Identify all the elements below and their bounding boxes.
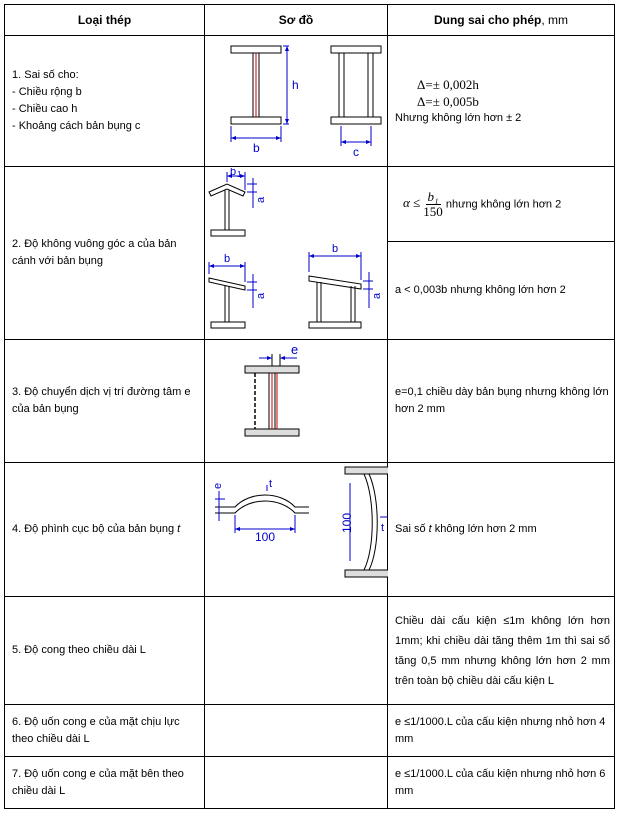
row7-tolerance-cell: e ≤1/1000.L của cấu kiện nhưng nhỏ hơn 6 mm bbox=[388, 757, 615, 809]
row1-diagram bbox=[205, 36, 388, 166]
row1-line: - Chiều cao h bbox=[12, 103, 78, 115]
table-row bbox=[5, 463, 615, 597]
row1-line: 1. Sai số cho: bbox=[12, 69, 79, 81]
header-steel-type: Loại thép bbox=[5, 5, 205, 36]
row5-diagram-cell bbox=[205, 597, 388, 705]
row2-text: 2. Độ không vuông góc a của bản cánh với bản bụng bbox=[12, 238, 177, 267]
label-b-right: b bbox=[332, 243, 339, 255]
row1-tol-limit: Nhưng không lớn hơn ± 2 bbox=[395, 111, 522, 124]
label-b: b bbox=[253, 141, 260, 155]
table-row bbox=[5, 757, 615, 809]
table-row bbox=[5, 36, 615, 167]
row1-type-cell bbox=[5, 36, 205, 167]
row3-type-cell bbox=[5, 340, 205, 463]
row2-tolerance-cell-a bbox=[388, 167, 615, 242]
row2-tol-limit: nhưng không lớn hơn 2 bbox=[445, 197, 562, 210]
row5-type-cell: 5. Độ cong theo chiều dài L bbox=[5, 597, 205, 705]
label-t: t bbox=[269, 478, 273, 490]
row3-diagram bbox=[205, 340, 388, 462]
row3-tolerance-cell: e=0,1 chiều dày bản bụng nhưng không lớn hơn 2 mm bbox=[388, 340, 615, 463]
header-tolerance-label: Dung sai cho phép bbox=[433, 13, 542, 27]
header-tolerance-unit: , mm bbox=[541, 13, 568, 27]
header-tolerance bbox=[388, 5, 615, 36]
row4-var: t bbox=[177, 523, 181, 535]
row1-tol-height: Δ=± 0,002h bbox=[417, 76, 479, 92]
row7-type-cell: 7. Độ uốn cong e của mặt bên theo chiều dài L bbox=[5, 757, 205, 809]
top-flange bbox=[231, 46, 281, 53]
header-row bbox=[5, 5, 615, 36]
row2-type-cell bbox=[5, 167, 205, 340]
row2-diagram-cell bbox=[205, 167, 388, 340]
row1-tol-width: Δ=± 0,005b bbox=[417, 93, 479, 109]
row2-tol-fraction bbox=[423, 190, 443, 219]
row2-diagram bbox=[205, 168, 388, 338]
label-100-vertical: 100 bbox=[340, 512, 354, 533]
label-a-left: a bbox=[255, 292, 267, 299]
row4-diagram-cell bbox=[205, 463, 388, 597]
row4-tol-suffix: không lớn hơn 2 mm bbox=[431, 523, 537, 535]
row6-tolerance-cell: e ≤1/1000.L của cấu kiện nhưng nhỏ hơn 4 mm bbox=[388, 705, 615, 757]
row4-text: 4. Độ phình cục bộ của bản bụng bbox=[12, 523, 178, 535]
tolerance-table bbox=[4, 4, 615, 809]
label-c: c bbox=[353, 145, 359, 159]
row2-tol-alpha: α ≤ bbox=[403, 194, 421, 210]
table-row bbox=[5, 167, 615, 242]
label-t-vertical: t bbox=[381, 522, 385, 534]
row2-tolerance-cell-b: a < 0,003b nhưng không lớn hơn 2 bbox=[388, 242, 615, 340]
row4-tolerance-cell bbox=[388, 463, 615, 597]
label-e-bulge: e bbox=[212, 482, 224, 489]
header-diagram: Sơ đồ bbox=[205, 5, 388, 36]
row1-line: - Khoảng cách bản bụng c bbox=[12, 120, 141, 132]
row5-tolerance-cell: Chiều dài cấu kiện ≤1m không lớn hơn 1mm; khi chiều dài tăng thêm 1m thì sai số tăng 0,5 mm nhưng không lớn hơn 2 mm trên toàn bộ chiều dài cấu kiện L bbox=[388, 597, 615, 705]
row6-diagram-cell bbox=[205, 705, 388, 757]
table-row bbox=[5, 597, 615, 705]
row3-text: 3. Độ chuyển dịch vị trí đường tâm e của bản bụng bbox=[12, 386, 191, 415]
label-100: 100 bbox=[255, 530, 276, 544]
label-e: e bbox=[291, 342, 299, 357]
label-b-left: b bbox=[224, 253, 231, 265]
label-a-right: a bbox=[371, 292, 383, 299]
box-top-flange bbox=[331, 46, 381, 53]
row4-tol-var: t bbox=[428, 523, 432, 535]
label-b1: b bbox=[230, 168, 237, 178]
fraction-numerator: b₁ bbox=[427, 188, 439, 204]
row4-diagram bbox=[205, 463, 388, 596]
box-bottom-flange bbox=[331, 117, 381, 124]
row6-type-cell: 6. Độ uốn cong e của mặt chịu lực theo chiều dài L bbox=[5, 705, 205, 757]
row7-diagram-cell bbox=[205, 757, 388, 809]
bottom-flange bbox=[231, 117, 281, 124]
label-b1-subscript: 1 bbox=[237, 170, 242, 179]
row3-diagram-cell bbox=[205, 340, 388, 463]
row1-tolerance-cell bbox=[388, 36, 615, 167]
row1-diagram-cell bbox=[205, 36, 388, 167]
row4-type-cell bbox=[5, 463, 205, 597]
label-h: h bbox=[292, 78, 299, 92]
label-a-top: a bbox=[255, 196, 267, 203]
table-row bbox=[5, 705, 615, 757]
row1-line: - Chiều rộng b bbox=[12, 86, 82, 98]
table-row bbox=[5, 340, 615, 463]
row4-tol-prefix: Sai số bbox=[395, 523, 429, 535]
fraction-denominator: 150 bbox=[423, 203, 443, 219]
